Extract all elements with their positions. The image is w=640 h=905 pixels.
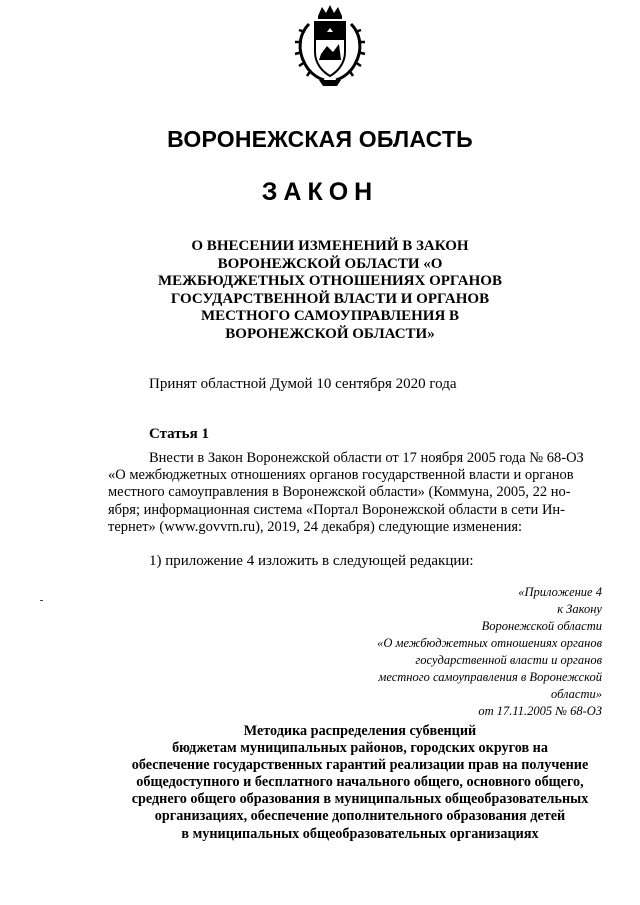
article-heading: Статья 1 (149, 426, 209, 442)
method-line: общедоступного и бесплатного начального общего, основного общего, (136, 774, 584, 791)
adoption-note: Принят областной Думой 10 сентября 2020 года (149, 376, 457, 392)
region-heading: ВОРОНЕЖСКАЯ ОБЛАСТЬ (167, 126, 473, 152)
method-line: Методика распределения субвенций (243, 723, 477, 739)
law-heading: ЗАКОН (261, 178, 379, 206)
appendix-line: государственной власти и органов (415, 653, 602, 667)
article-line: «О межбюджетных отношениях органов государственной власти и органов (108, 467, 574, 484)
appendix-line: «О межбюджетных отношениях органов (377, 636, 602, 650)
voronezh-coat-of-arms-icon (291, 2, 369, 88)
title-line: МЕЖБЮДЖЕТНЫХ ОТНОШЕНИЯХ ОРГАНОВ (158, 273, 502, 289)
method-line: организациях, обеспечение дополнительного образования детей (154, 808, 566, 825)
method-line: бюджетам муниципальных районов, городских округов на (172, 740, 548, 757)
method-line: в муниципальных общеобразовательных организациях (181, 825, 539, 842)
title-line: ВОРОНЕЖСКОЙ ОБЛАСТИ «О (217, 255, 443, 272)
item-1: 1) приложение 4 изложить в следующей редакции: (149, 553, 474, 569)
appendix-line: к Закону (557, 602, 602, 616)
appendix-line: местного самоуправления в Воронежской (378, 670, 602, 684)
method-line: обеспечение государственных гарантий реализации прав на получение (131, 757, 589, 774)
appendix-line: «Приложение 4 (518, 585, 602, 599)
article-line: тернет» (www.govvrn.ru), 2019, 24 декабря) следующие изменения: (108, 518, 523, 535)
appendix-line: области» (551, 687, 602, 701)
method-line: среднего общего образования в муниципальных общеобразовательных (131, 791, 589, 808)
margin-mark (40, 600, 43, 601)
article-line: ября; информационная система «Портал Воронежской области в сети Ин- (108, 501, 566, 518)
title-line: О ВНЕСЕНИИ ИЗМЕНЕНИЙ В ЗАКОН (191, 238, 469, 254)
title-line: ГОСУДАРСТВЕННОЙ ВЛАСТИ И ОРГАНОВ (170, 290, 490, 307)
appendix-header (377, 584, 602, 720)
article-line: местного самоуправления в Воронежской области» (Коммуна, 2005, 22 но- (108, 484, 571, 501)
article-line: Внести в Закон Воронежской области от 17 ноября 2005 года № 68-ОЗ (149, 450, 584, 466)
title-line: МЕСТНОГО САМОУПРАВЛЕНИЯ В (200, 308, 460, 324)
methodology-title (80, 723, 640, 843)
title-line: ВОРОНЕЖСКОЙ ОБЛАСТИ» (225, 325, 435, 342)
appendix-line: Воронежской области (481, 619, 602, 633)
article-body (108, 450, 604, 536)
appendix-line: от 17.11.2005 № 68-ОЗ (478, 704, 602, 718)
law-title (150, 238, 510, 343)
